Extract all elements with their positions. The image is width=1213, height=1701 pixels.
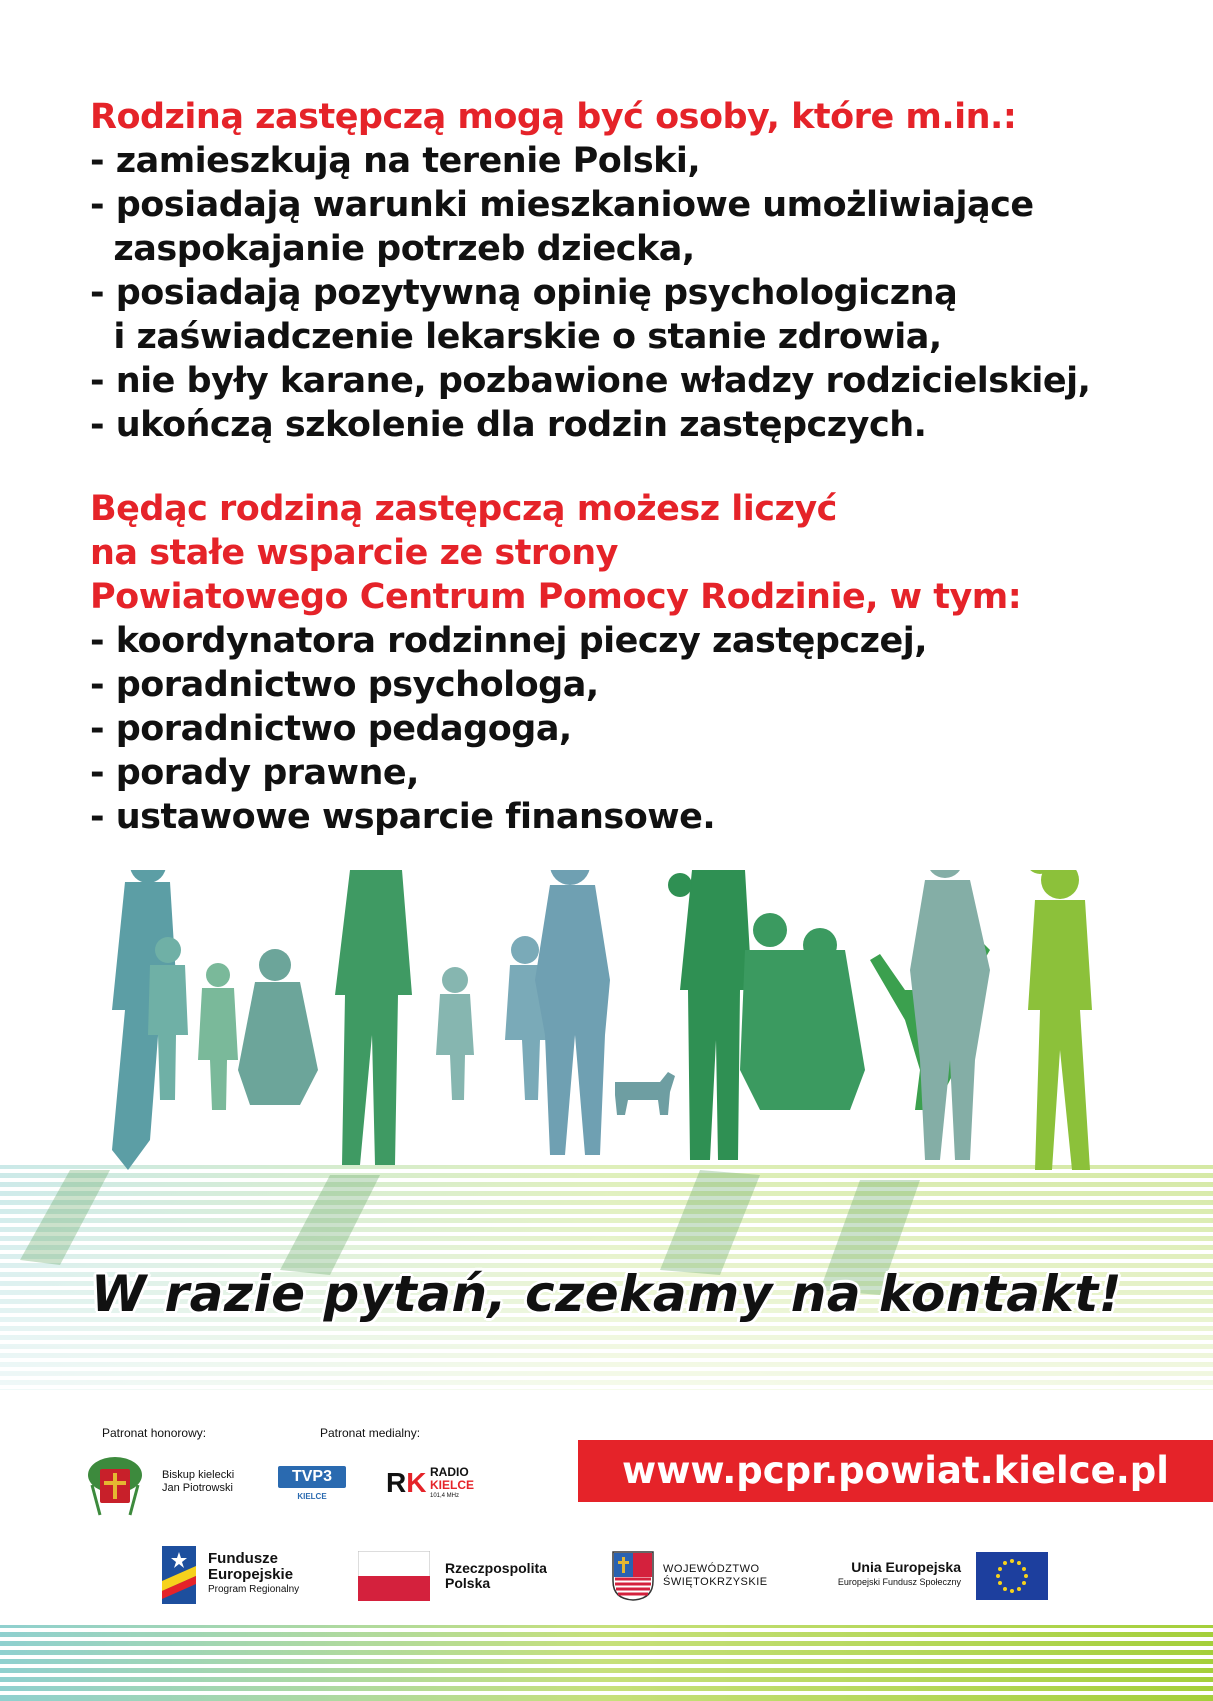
fe-line-3: Program Regionalny [208, 1584, 300, 1595]
support-item: - koordynatora rodzinnej pieczy zastępczej, [90, 621, 928, 661]
crouching-adult [238, 949, 318, 1105]
bottom-decorative-stripes [0, 1625, 1213, 1701]
bishop-line-2: Jan Piotrowski [162, 1482, 233, 1494]
man-holding-child [668, 870, 752, 1160]
eligibility-item: - nie były karane, pozbawione władzy rodzicielskiej, [90, 361, 1091, 401]
wojewodztwo-text [663, 1563, 768, 1589]
woman-center [535, 870, 610, 1155]
eligibility-item: - posiadają warunki mieszkaniowe umożliwiające [90, 185, 1034, 225]
unia-europejska-text [806, 1559, 961, 1589]
dog [615, 1072, 675, 1115]
boy-walking [436, 967, 474, 1100]
rzeczpospolita-text [445, 1561, 547, 1591]
radio-frequency: 101,4 MHz [430, 1493, 460, 1499]
rp-line-1: Rzeczpospolita [445, 1560, 547, 1576]
fe-line-2: Europejskie [208, 1566, 294, 1583]
fundusze-europejskie-logo-icon [162, 1546, 196, 1604]
eu-flag-icon [976, 1552, 1048, 1600]
ue-line-1: Unia Europejska [851, 1559, 961, 1575]
bishop-name [162, 1469, 234, 1495]
fe-line-1: Fundusze [208, 1550, 278, 1567]
woman-right [910, 870, 990, 1160]
swietokrzyskie-coat-of-arms-icon [612, 1551, 654, 1601]
woj-line-1: WOJEWÓDZTWO [663, 1563, 760, 1575]
support-heading-line: na stałe wsparcie ze strony [90, 533, 618, 573]
eligibility-item: zaspokajanie potrzeb dziecka, [90, 229, 695, 269]
honorary-patronage-label: Patronat honorowy: [102, 1426, 207, 1440]
eligibility-item: - ukończą szkolenie dla rodzin zastępczych. [90, 405, 927, 445]
radio-kielce-logo-icon: RK RADIO KIELCE 101,4 MHz [386, 1465, 475, 1499]
adult-man [335, 870, 412, 1165]
crouching-couple [740, 913, 865, 1110]
tvp3-text: TVP3 [278, 1466, 346, 1488]
contact-call-to-action: W razie pytań, czekamy na kontakt! [90, 1265, 1123, 1323]
support-item: - poradnictwo pedagoga, [90, 709, 572, 749]
eligibility-heading: Rodziną zastępczą mogą być osoby, które m.in.: [90, 97, 1017, 137]
website-url[interactable]: www.pcpr.powiat.kielce.pl [578, 1440, 1213, 1502]
support-heading-line: Powiatowego Centrum Pomocy Rodzinie, w tym: [90, 577, 1022, 617]
woman-with-child [1026, 870, 1092, 1170]
bishop-coat-of-arms-icon [86, 1455, 144, 1517]
woj-line-2: ŚWIĘTOKRZYSKIE [663, 1576, 768, 1588]
fundusze-europejskie-text [208, 1551, 299, 1597]
radio-line-2: KIELCE [430, 1478, 475, 1492]
support-item: - ustawowe wsparcie finansowe. [90, 797, 716, 837]
tvp3-city: KIELCE [297, 1492, 327, 1501]
polish-flag-icon [358, 1551, 430, 1601]
tvp3-logo-icon [278, 1466, 346, 1506]
eligibility-item: i zaświadczenie lekarskie o stanie zdrowia, [90, 317, 942, 357]
eligibility-item: - posiadają pozytywną opinię psychologiczną [90, 273, 958, 313]
bishop-line-1: Biskup kielecki [162, 1469, 235, 1481]
media-patronage-label: Patronat medialny: [320, 1426, 421, 1440]
support-item: - porady prawne, [90, 753, 419, 793]
support-heading-line: Będąc rodziną zastępczą możesz liczyć [90, 489, 837, 529]
eligibility-section [90, 95, 1170, 447]
girl-small [198, 963, 238, 1110]
support-section [90, 487, 1170, 839]
support-item: - poradnictwo psychologa, [90, 665, 599, 705]
rp-line-2: Polska [445, 1575, 491, 1591]
radio-line-1: RADIO [430, 1465, 469, 1479]
eligibility-item: - zamieszkują na terenie Polski, [90, 141, 701, 181]
ue-line-2: Europejski Fundusz Społeczny [837, 1577, 961, 1587]
